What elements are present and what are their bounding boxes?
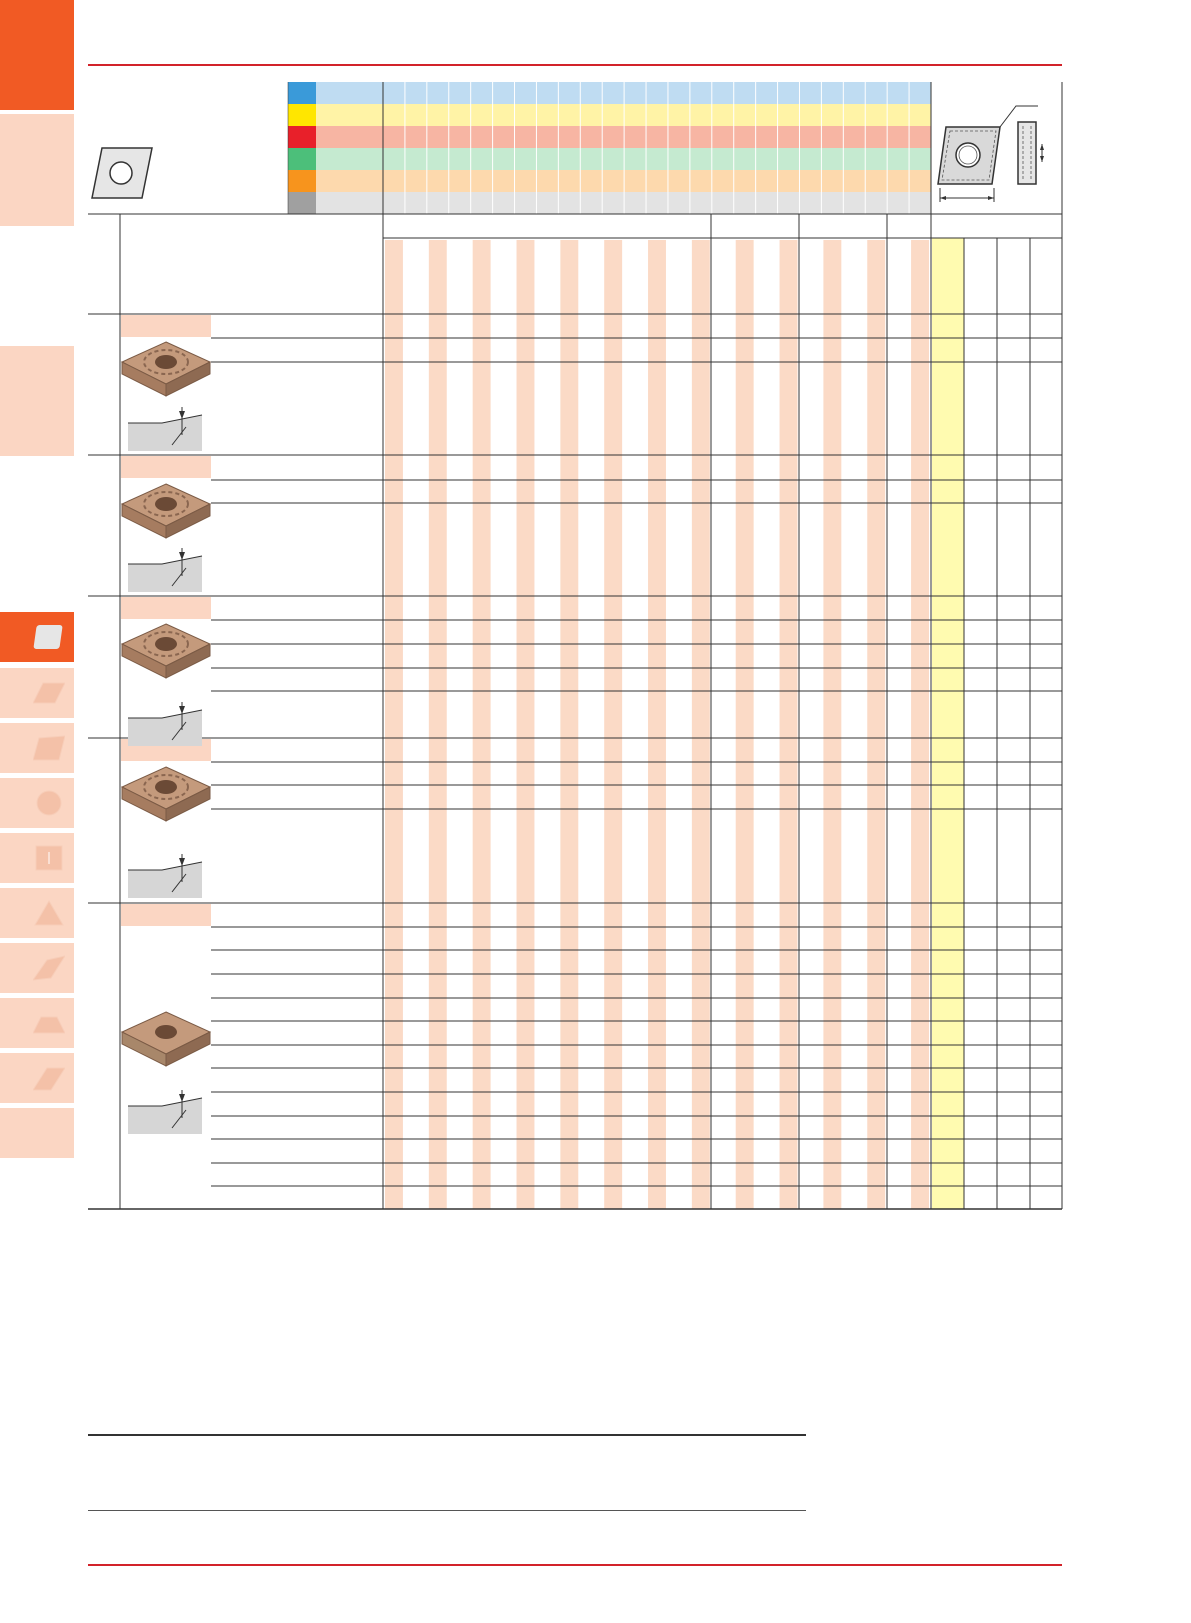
chipbreaker-insert-icon-3: [120, 622, 212, 682]
chipbreaker-insert-icon-1: [120, 340, 212, 400]
grade-column-stripe: [604, 240, 622, 1209]
cutting-edge-profile-icon-3: [122, 700, 208, 748]
material-swatch-K: [288, 126, 316, 148]
grade-column-stripe: [560, 240, 578, 1209]
grade-column-stripe: [692, 240, 710, 1209]
recommended-column: [932, 238, 964, 1209]
material-band-H: [316, 192, 931, 214]
notes-top-rule: [88, 1434, 806, 1436]
group-label-bar: [121, 904, 211, 926]
material-band-M: [316, 104, 931, 126]
grade-column-stripe: [736, 240, 754, 1209]
chipbreaker-insert-icon-2: [120, 482, 212, 542]
flat-insert-icon-5: [120, 1010, 212, 1070]
material-swatch-N: [288, 148, 316, 170]
material-swatch-H: [288, 192, 316, 214]
group-label-bar: [121, 456, 211, 478]
grade-column-stripe: [429, 240, 447, 1209]
material-band-N: [316, 148, 931, 170]
chipbreaker-insert-icon-4: [120, 765, 212, 825]
cutting-edge-profile-icon-1: [122, 405, 208, 453]
cutting-edge-profile-icon-4: [122, 852, 208, 900]
material-swatch-S: [288, 170, 316, 192]
group-label-bar: [121, 597, 211, 619]
notes-bottom-rule: [88, 1510, 806, 1511]
material-swatch-M: [288, 104, 316, 126]
material-band-S: [316, 170, 931, 192]
material-band-P: [316, 82, 931, 104]
material-band-K: [316, 126, 931, 148]
cutting-edge-profile-icon-5: [122, 1088, 208, 1136]
grade-column-stripe: [911, 240, 929, 1209]
grade-column-stripe: [385, 240, 403, 1209]
grade-column-stripe: [648, 240, 666, 1209]
grade-column-stripe: [823, 240, 841, 1209]
cutting-edge-profile-icon-2: [122, 546, 208, 594]
grade-column-stripe: [517, 240, 535, 1209]
grade-column-stripe: [473, 240, 491, 1209]
grade-column-stripe: [867, 240, 885, 1209]
material-swatch-P: [288, 82, 316, 104]
grade-column-stripe: [780, 240, 798, 1209]
group-label-bar: [121, 315, 211, 337]
